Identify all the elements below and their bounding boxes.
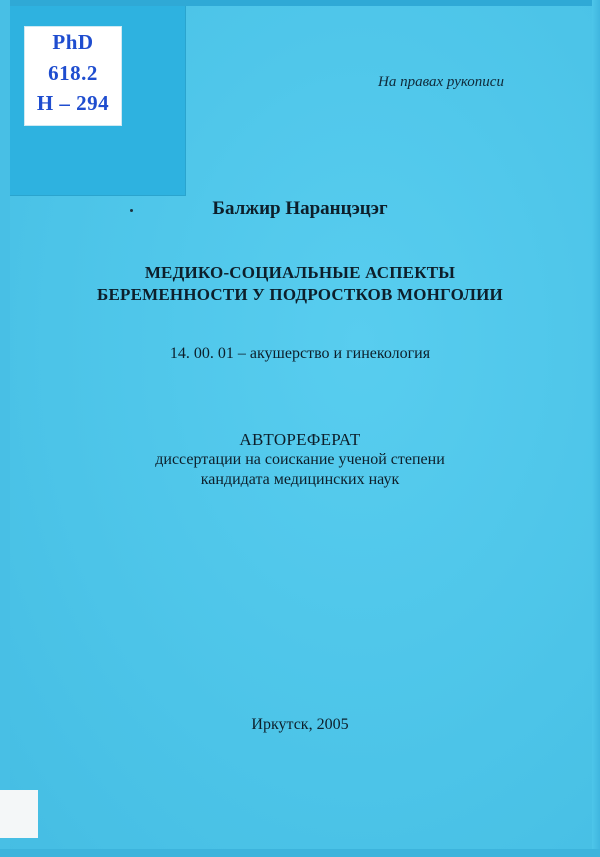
title-line-2: БЕРЕМЕННОСТИ У ПОДРОСТКОВ МОНГОЛИИ	[97, 285, 503, 304]
paper-patch	[0, 790, 38, 838]
description-line-2: кандидата медицинских наук	[200, 471, 400, 488]
call-number-label	[24, 26, 122, 126]
manuscript-marking: На правах рукописи	[378, 74, 504, 90]
library-sticker	[10, 6, 186, 196]
document-type: АВТОРЕФЕРАТ	[239, 430, 361, 449]
specialty-code: 14. 00. 01 – акушерство и гинекология	[169, 345, 431, 362]
scan-bottom-edge	[0, 849, 600, 857]
call-number-line-3: Н – 294	[36, 91, 110, 115]
call-number-line-1: PhD	[52, 30, 94, 54]
title-line-1: МЕДИКО-СОЦИАЛЬНЫЕ АСПЕКТЫ	[144, 263, 456, 282]
author-name: Балжир Наранцэцэг	[212, 198, 388, 219]
description-line-1: диссертации на соискание ученой степени	[155, 451, 445, 468]
call-number-line-2: 618.2	[48, 61, 98, 85]
place-and-year: Иркутск, 2005	[251, 716, 349, 733]
